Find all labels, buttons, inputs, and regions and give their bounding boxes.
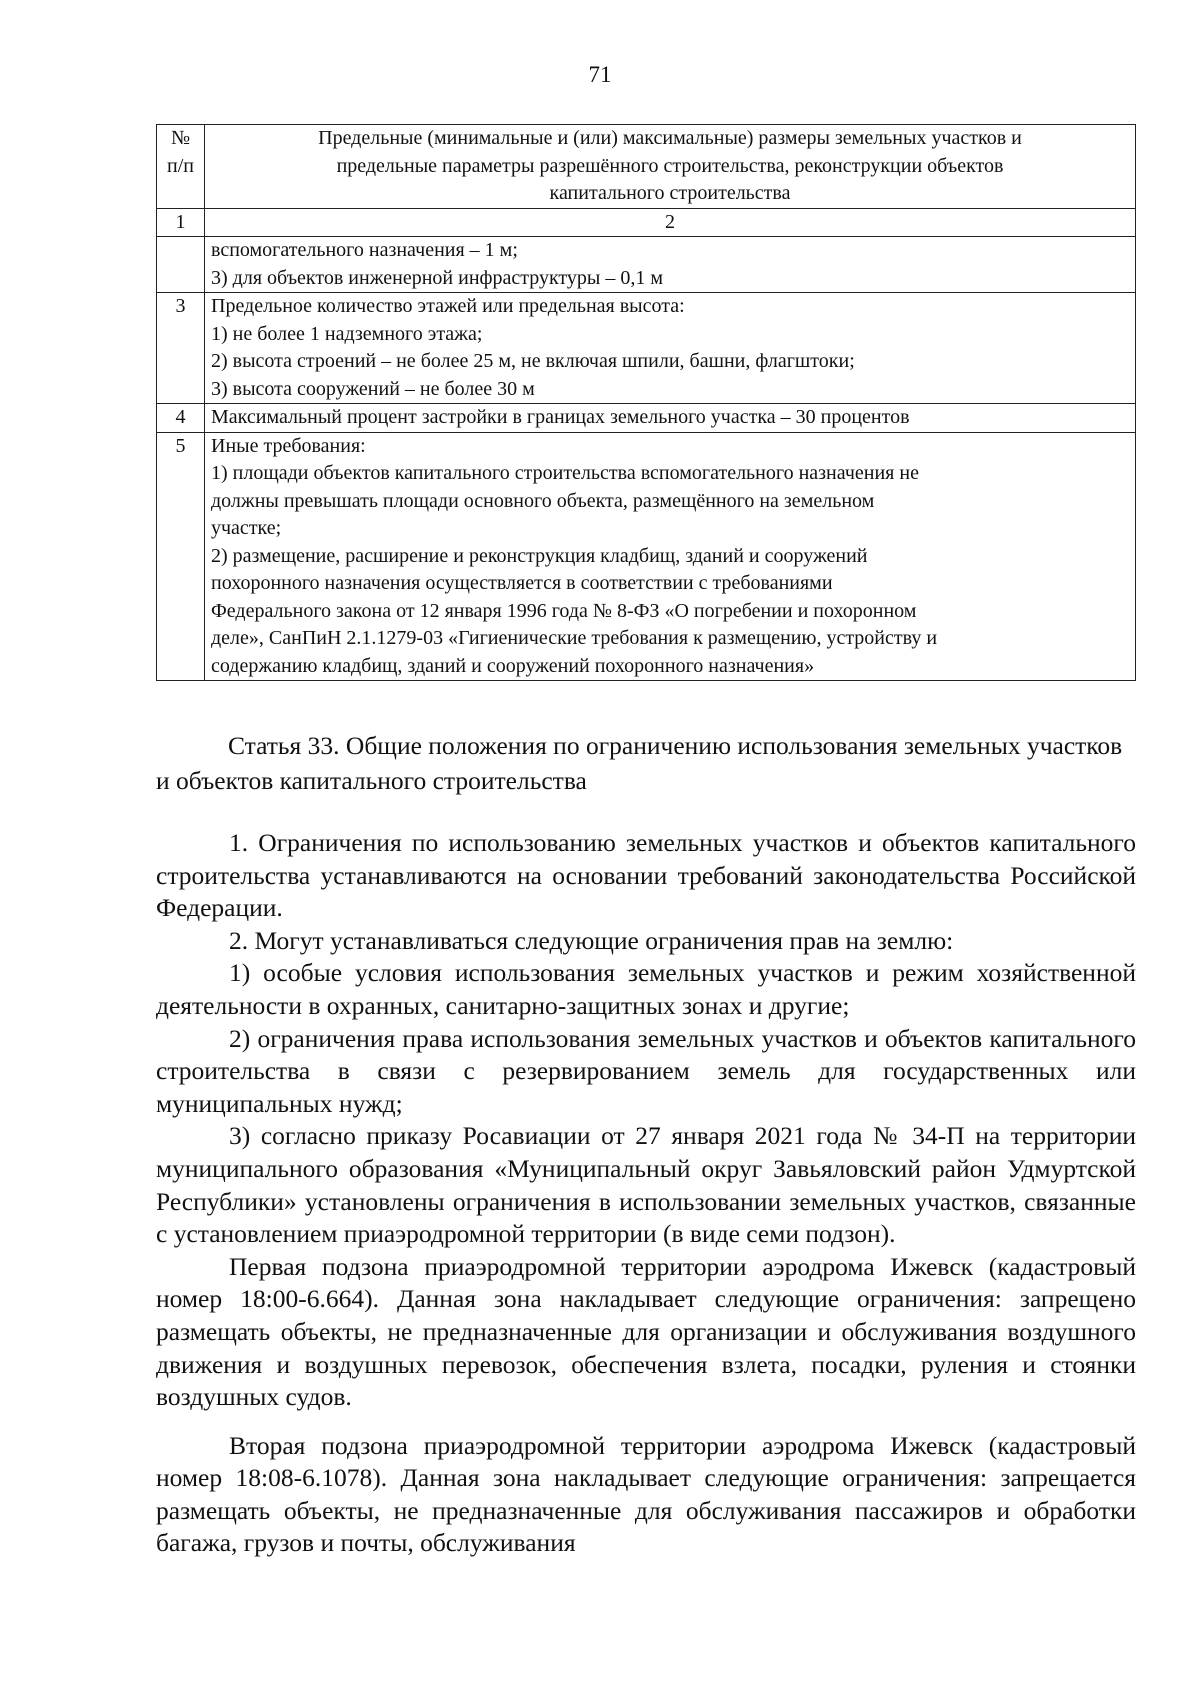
paragraph: 1. Ограничения по использованию земельных участков и объектов капитального строительства устанавливаются на основании требований законодательства Российской Федерации. bbox=[156, 828, 1136, 923]
paragraph: 1) особые условия использования земельных участков и режим хозяйственной деятельности в охранных, санитарно-защитных зонах и другие; bbox=[156, 958, 1136, 1020]
table-row bbox=[157, 293, 1136, 404]
requirements-table bbox=[156, 124, 1136, 681]
table-header-row bbox=[157, 125, 1136, 209]
paragraph: 2. Могут устанавливаться следующие ограничения прав на землю: bbox=[229, 925, 954, 955]
row-line: Предельное количество этажей или предельная высота: bbox=[211, 295, 685, 317]
row-line: 3) для объектов инженерной инфраструктуры – 0,1 м bbox=[211, 266, 663, 289]
row-line: содержанию кладбищ, зданий и сооружений похоронного назначения» bbox=[211, 654, 815, 677]
table-row bbox=[157, 404, 1136, 433]
row-num: 4 bbox=[157, 404, 205, 433]
page-number: 71 bbox=[588, 62, 612, 87]
row-num: 5 bbox=[157, 432, 205, 681]
paragraph: Первая подзона приаэродромной территории аэродрома Ижевск (кадастровый номер 18:00-6.664). Данная зона накладывает следующие ограничения: запрещено размещать объекты, не предназначенные для организации и обслуживания воздушного движения и воздушных перевозок, обеспечения взлета, посадки, руления и стоянки воздушных судов. bbox=[156, 1251, 1136, 1412]
row-line: должны превышать площади основного объекта, размещённого на земельном bbox=[211, 489, 875, 512]
row-line: деле», СанПиН 2.1.1279-03 «Гигиенические требования к размещению, устройству и bbox=[211, 627, 938, 649]
row-line: участке; bbox=[211, 517, 282, 539]
row-text bbox=[205, 237, 1136, 293]
column-number-row bbox=[157, 208, 1136, 237]
header-num-label: № bbox=[170, 127, 191, 149]
row-text bbox=[205, 404, 1136, 433]
row-line: Максимальный процент застройки в границах земельного участка – 30 процентов bbox=[211, 406, 910, 428]
row-line: 1) не более 1 надземного этажа; bbox=[211, 322, 483, 345]
row-line: 1) площади объектов капитального строительства вспомогательного назначения не bbox=[211, 462, 919, 484]
article-body bbox=[156, 827, 1136, 1560]
row-line: 2) размещение, расширение и реконструкция кладбищ, зданий и сооружений bbox=[211, 544, 868, 567]
column-number-1: 1 bbox=[157, 208, 205, 237]
row-num: 3 bbox=[157, 293, 205, 404]
row-line: похоронного назначения осуществляется в соответствии с требованиями bbox=[211, 572, 833, 594]
paragraph: 2) ограничения права использования земельных участков и объектов капитального строительства в связи с резервированием земель для государственных или муниципальных нужд; bbox=[156, 1023, 1136, 1118]
row-line: 2) высота строений – не более 25 м, не включая шпили, башни, флагштоки; bbox=[211, 350, 855, 372]
header-num-cell bbox=[157, 125, 205, 209]
header-num-label-2: п/п bbox=[167, 154, 194, 177]
row-line: Федерального закона от 12 января 1996 года № 8-ФЗ «О погребении и похоронном bbox=[211, 599, 917, 622]
table-row bbox=[157, 432, 1136, 681]
row-text bbox=[205, 293, 1136, 404]
paragraph: 3) согласно приказу Росавиации от 27 января 2021 года № 34-П на территории муниципального образования «Муниципальный округ Завьяловский район Удмуртской Республики» установлены ограничения в использовании земельных участков, связанные с установлением приаэродромной территории (в виде семи подзон). bbox=[156, 1121, 1136, 1249]
row-line: Иные требования: bbox=[211, 434, 366, 457]
article-title: Статья 33. Общие положения по ограничению использования земельных участков и объектов капитального строительства bbox=[156, 731, 1123, 795]
paragraph: Вторая подзона приаэродромной территории аэродрома Ижевск (кадастровый номер 18:08-6.1078). Данная зона накладывает следующие ограничения: запрещается размещать объекты, не предназначенные для обслуживания пассажиров и обработки багажа, грузов и почты, обслуживания bbox=[156, 1430, 1136, 1558]
header-title-line: капитального строительства bbox=[549, 182, 791, 204]
header-title-line: предельные параметры разрешённого строительства, реконструкции объектов bbox=[336, 154, 1004, 177]
row-text bbox=[205, 432, 1136, 681]
row-line: 3) высота сооружений – не более 30 м bbox=[211, 377, 535, 400]
table-row bbox=[157, 237, 1136, 293]
header-title-line: Предельные (минимальные и (или) максимальные) размеры земельных участков и bbox=[318, 127, 1022, 149]
row-line: вспомогательного назначения – 1 м; bbox=[211, 239, 518, 261]
column-number-2: 2 bbox=[205, 208, 1136, 237]
header-title-cell bbox=[205, 125, 1136, 209]
row-num bbox=[157, 237, 205, 293]
